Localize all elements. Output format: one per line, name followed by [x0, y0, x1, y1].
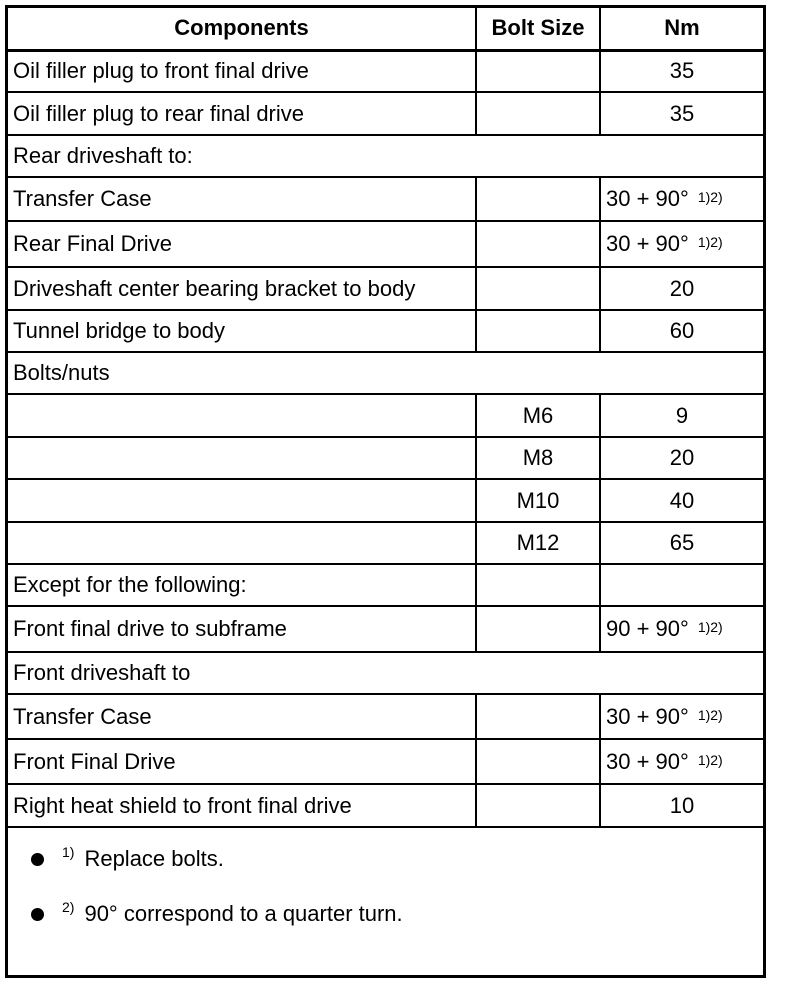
torque-value: 35: [669, 100, 695, 126]
bolt-size-cell: [476, 784, 600, 827]
torque-value: 30 + 90°: [606, 231, 689, 256]
table-row: [8, 784, 763, 827]
section-row: [8, 352, 763, 394]
section-label: Rear driveshaft to:: [8, 135, 763, 177]
torque-value: 20: [669, 275, 695, 301]
component-cell: Oil filler plug to front final drive: [8, 50, 476, 92]
component-cell: Front final drive to subframe: [8, 606, 476, 652]
bullet-icon: [31, 908, 44, 921]
bolt-size-cell: [476, 694, 600, 739]
table-row: [8, 50, 763, 92]
header-bolt-size: Bolt Size: [476, 8, 600, 50]
footnote-text: 90° correspond to a quarter turn.: [84, 901, 403, 926]
component-cell: [8, 437, 476, 479]
torque-nm-cell: [600, 394, 763, 437]
bolt-size-cell: M12: [476, 522, 600, 564]
bolt-size-cell: [476, 564, 600, 606]
footnote-reference: 1)2): [697, 234, 723, 250]
torque-value: 40: [669, 487, 695, 513]
table-row: [8, 267, 763, 310]
torque-value: 10: [669, 792, 695, 818]
footnote-reference: 1)2): [697, 189, 723, 205]
section-label: Bolts/nuts: [8, 352, 763, 394]
torque-nm-cell: [600, 784, 763, 827]
footnote-marker: 1): [62, 844, 75, 860]
bolt-size-cell: [476, 50, 600, 92]
bolt-size-cell: [476, 739, 600, 784]
table-row: [8, 177, 763, 221]
torque-value: 20: [669, 445, 695, 470]
torque-nm-cell: [600, 479, 763, 522]
table-row: [8, 394, 763, 437]
footnote-2: [31, 901, 403, 927]
bolt-size-cell: [476, 177, 600, 221]
footnote-reference: 1)2): [697, 706, 723, 723]
component-cell: Tunnel bridge to body: [8, 310, 476, 352]
torque-nm-cell: [600, 310, 763, 352]
component-cell: Driveshaft center bearing bracket to body: [8, 267, 476, 310]
table-row: [8, 479, 763, 522]
component-cell: Except for the following:: [8, 564, 476, 606]
bolt-size-cell: [476, 221, 600, 267]
torque-value: 65: [669, 530, 695, 555]
torque-value: 9: [675, 402, 689, 428]
torque-value: 30 + 90°: [606, 703, 689, 729]
torque-spec-table: [8, 8, 763, 828]
component-cell: Transfer Case: [8, 177, 476, 221]
torque-nm-cell: [600, 739, 763, 784]
footnote-1: [31, 846, 224, 872]
table-row: [8, 221, 763, 267]
table-row: [8, 694, 763, 739]
component-cell: Oil filler plug to rear final drive: [8, 92, 476, 135]
footnote-reference: 1)2): [697, 619, 723, 635]
torque-nm-cell: [600, 437, 763, 479]
component-cell: [8, 394, 476, 437]
table-row: [8, 437, 763, 479]
footnote-text: Replace bolts.: [84, 846, 224, 871]
torque-nm-cell: [600, 522, 763, 564]
bullet-icon: [31, 853, 44, 866]
bolt-size-cell: M8: [476, 437, 600, 479]
torque-value: 30 + 90°: [606, 748, 689, 774]
table-row: [8, 739, 763, 784]
torque-value: 35: [669, 58, 695, 84]
section-row: [8, 652, 763, 694]
torque-nm-cell: [600, 221, 763, 267]
table-row: [8, 522, 763, 564]
component-cell: Transfer Case: [8, 694, 476, 739]
table-row: [8, 606, 763, 652]
table-header-row: [8, 8, 763, 50]
component-cell: Right heat shield to front final drive: [8, 784, 476, 827]
section-row: [8, 135, 763, 177]
bolt-size-cell: [476, 310, 600, 352]
section-label: Front driveshaft to: [8, 652, 763, 694]
bolt-size-cell: [476, 267, 600, 310]
bolt-size-cell: M10: [476, 479, 600, 522]
table-row: [8, 310, 763, 352]
torque-nm-cell: [600, 694, 763, 739]
footnote-reference: 1)2): [697, 751, 723, 768]
component-cell: Rear Final Drive: [8, 221, 476, 267]
component-cell: [8, 522, 476, 564]
torque-nm-cell: [600, 564, 763, 606]
component-cell: Front Final Drive: [8, 739, 476, 784]
footnote-marker: 2): [62, 899, 75, 915]
torque-nm-cell: [600, 267, 763, 310]
torque-nm-cell: [600, 50, 763, 92]
header-nm: Nm: [600, 8, 763, 50]
torque-nm-cell: [600, 177, 763, 221]
header-components: Components: [8, 8, 476, 50]
bolt-size-cell: [476, 92, 600, 135]
table-row: [8, 564, 763, 606]
bolt-size-cell: [476, 606, 600, 652]
torque-value: 90 + 90°: [606, 616, 689, 641]
table-row: [8, 92, 763, 135]
bolt-size-cell: M6: [476, 394, 600, 437]
torque-spec-table-frame: [5, 5, 766, 978]
torque-nm-cell: [600, 606, 763, 652]
torque-nm-cell: [600, 92, 763, 135]
torque-value: 30 + 90°: [606, 186, 689, 211]
torque-value: 60: [669, 318, 695, 343]
component-cell: [8, 479, 476, 522]
